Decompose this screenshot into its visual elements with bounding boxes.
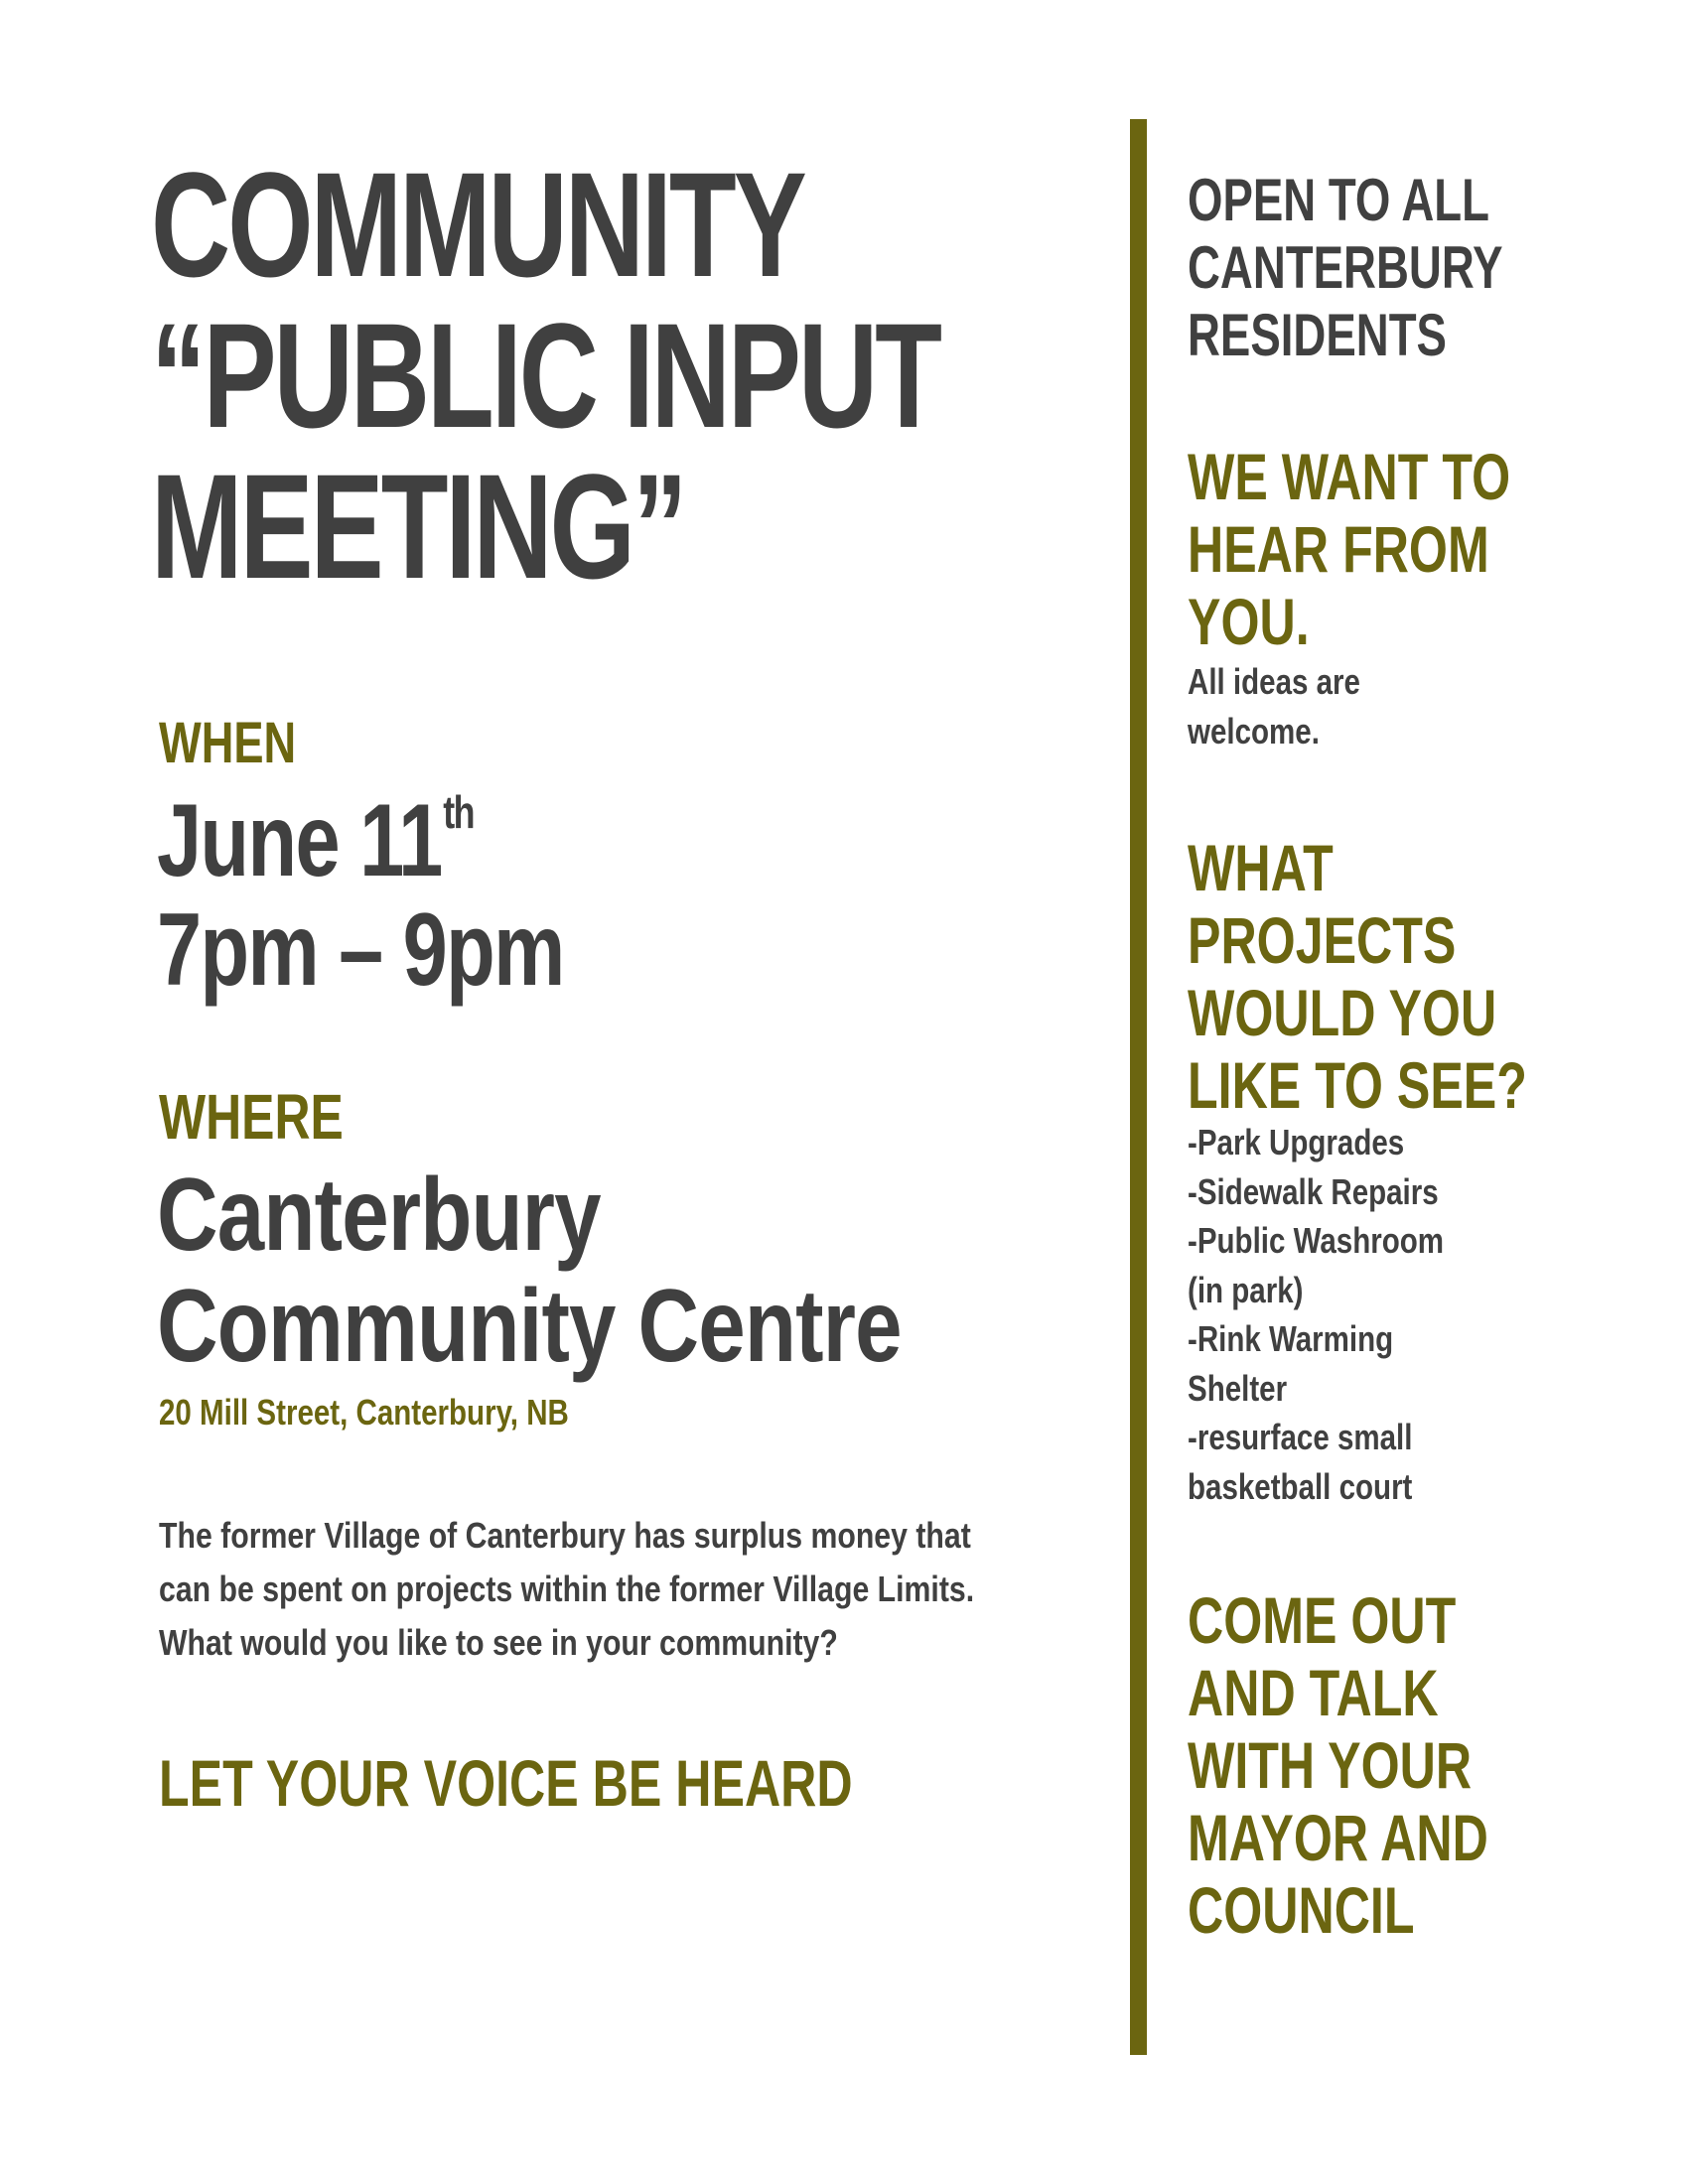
list-item: Shelter (1188, 1367, 1288, 1409)
open-to-all-line-2: CANTERBURY (1188, 234, 1503, 301)
projects-heading-line-3: WOULD YOU (1188, 976, 1497, 1049)
open-to-all-line-3: RESIDENTS (1188, 302, 1447, 368)
hear-from-you-heading (1188, 441, 1510, 658)
hear-sub-line-2: welcome. (1188, 711, 1320, 751)
projects-heading (1188, 832, 1527, 1122)
title-line-3: MEETING” (151, 443, 685, 610)
projects-heading-line-4: LIKE TO SEE? (1188, 1048, 1527, 1122)
open-to-all-line-1: OPEN TO ALL (1188, 167, 1490, 233)
description-paragraph (159, 1509, 974, 1670)
projects-heading-line-1: WHAT (1188, 831, 1334, 904)
ideas-welcome-text (1188, 657, 1360, 756)
column-divider (1130, 119, 1147, 2055)
come-out-line-3: WITH YOUR (1188, 1728, 1473, 1802)
come-out-line-1: COME OUT (1188, 1583, 1457, 1657)
description-line-2: can be spent on projects within the former Village Limits. (159, 1569, 975, 1609)
come-out-line-4: MAYOR AND (1188, 1801, 1488, 1874)
title-line-2: “PUBLIC INPUT (151, 292, 940, 459)
hear-heading-line-2: HEAR FROM (1188, 512, 1489, 586)
event-time: 7pm – 9pm (157, 892, 564, 1008)
venue-name (157, 1160, 902, 1382)
open-to-all-heading (1188, 167, 1503, 369)
venue-name-line-1: Canterbury (157, 1158, 601, 1273)
projects-list (1188, 1118, 1444, 1511)
list-item: (in park) (1188, 1269, 1304, 1310)
where-label: WHERE (159, 1081, 344, 1153)
list-item: -resurface small (1188, 1417, 1413, 1457)
list-item: -Sidewalk Repairs (1188, 1170, 1439, 1212)
event-date-suffix: th (443, 786, 475, 838)
come-out-line-2: AND TALK (1188, 1656, 1439, 1729)
projects-heading-line-2: PROJECTS (1188, 903, 1457, 977)
title-line-1: COMMUNITY (151, 141, 804, 308)
list-item: basketball court (1188, 1465, 1413, 1507)
venue-name-line-2: Community Centre (157, 1269, 902, 1384)
hear-sub-line-1: All ideas are (1188, 661, 1360, 702)
page-title (151, 141, 940, 610)
hear-heading-line-1: WE WANT TO (1188, 440, 1511, 513)
list-item: -Rink Warming (1188, 1318, 1394, 1359)
come-out-heading (1188, 1584, 1488, 1947)
description-line-3: What would you like to see in your community? (159, 1622, 838, 1663)
tagline: LET YOUR VOICE BE HEARD (159, 1746, 853, 1820)
description-line-1: The former Village of Canterbury has surplus money that (159, 1515, 971, 1556)
come-out-line-5: COUNCIL (1188, 1873, 1415, 1947)
venue-address: 20 Mill Street, Canterbury, NB (159, 1392, 569, 1433)
when-label: WHEN (159, 711, 297, 775)
hear-heading-line-3: YOU. (1188, 585, 1310, 658)
event-date-text: June 11 (157, 783, 442, 898)
list-item: -Public Washroom (1188, 1220, 1445, 1261)
list-item: -Park Upgrades (1188, 1122, 1405, 1162)
